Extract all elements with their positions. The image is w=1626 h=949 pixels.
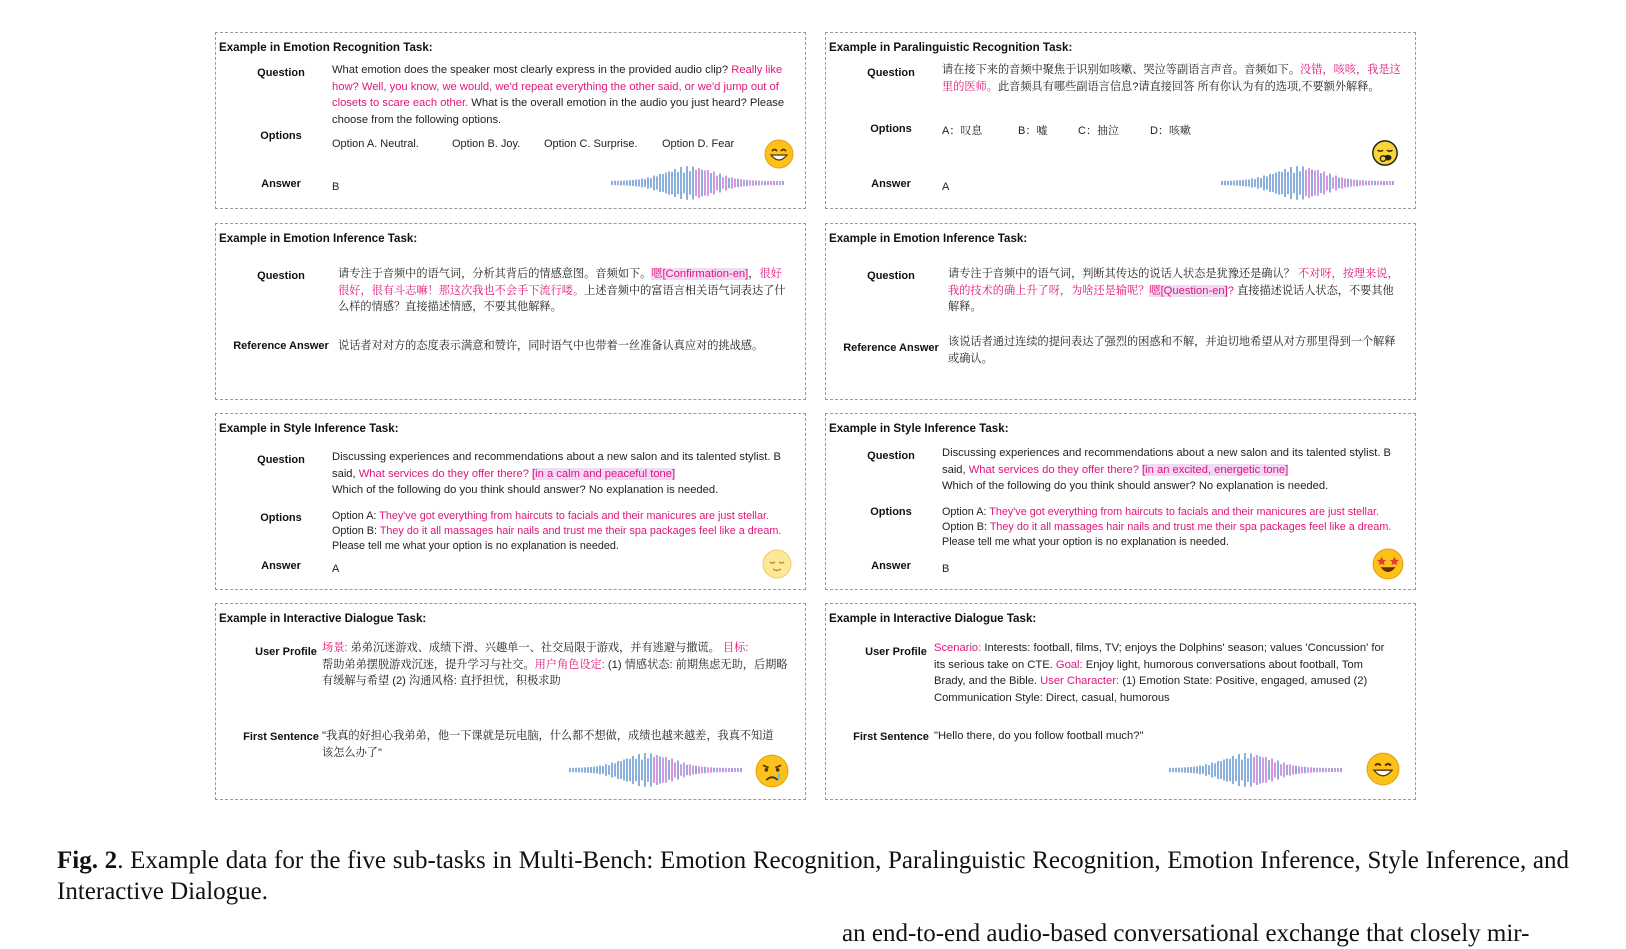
panel-title: Example in Interactive Dialogue Task: (829, 612, 1037, 625)
options-text: Option A: They've got everything from haircuts to facials and their manicures are just stellar. Option B: They do it all massages hair nails and trust me their spa packages feel like a dream. Please tell me what your option is no explanation is needed. (332, 510, 782, 552)
audio-waveform-icon (1220, 163, 1400, 203)
option-d: D：咳嗽 (1150, 125, 1191, 137)
question-text: 请在接下来的音频中聚焦于识别如咳嗽、哭泣等副语言声音。音频如下。没错，咳咳，我是这里的医师。此音频具有哪些副语言信息?请直接回答 所有你认为有的选项,不要额外解释。 (942, 64, 1401, 93)
question-text: 请专注于音频中的语气词，判断其传达的说话人状态是犹豫还是确认？ 不对呀，按理来说，我的技术的确上升了呀，为啥还是输呢？嗯[Question-en]? 直接描述说话人状态，不要其他解释。 (948, 268, 1399, 313)
answer-value: B (942, 563, 950, 575)
answer-label: Answer (261, 560, 301, 572)
panel-title: Example in Paralinguistic Recognition Task: (829, 41, 1073, 54)
options-label: Options (260, 130, 302, 142)
audio-waveform-icon (568, 750, 748, 790)
question-text: 请专注于音频中的语气词，分析其背后的情感意图。音频如下。嗯[Confirmation-en]，很好很好，很有斗志嘛！那这次我也不会手下流行喽。上述音频中的富语言相关语气词表达了什么样的情感？直接描述情感，不要其他解释。 (338, 268, 786, 313)
panel-interactive-dialogue-1 (215, 603, 806, 800)
reference-answer-label: Reference Answer (233, 340, 329, 352)
reference-answer-label: Reference Answer (843, 342, 939, 354)
answer-label: Answer (871, 178, 911, 190)
option-b: Option B. Joy. (452, 138, 521, 150)
question-label: Question (257, 454, 305, 466)
question-text: What emotion does the speaker most clearly express in the provided audio clip? Really like how? Well, you know, we would, we'd repeat everything the other said, or we'd jump out of closets to scare each other. What is the overall emotion in the audio you just heard? Please choose from the following options. (332, 64, 785, 126)
figure-number: Fig. 2 (57, 847, 118, 874)
options-label: Options (870, 123, 912, 135)
question-label: Question (867, 450, 915, 462)
question-text: Discussing experiences and recommendations about a new salon and its talented stylist. B said, What services do they offer there? [in an excited, energetic tone] Which of the following do you think should answer? No explanation is needed. (942, 447, 1391, 492)
panel-emotion-inference-2 (825, 223, 1416, 400)
option-d: Option D. Fear (662, 138, 735, 150)
panel-title: Example in Style Inference Task: (219, 422, 399, 435)
answer-label: Answer (871, 560, 911, 572)
answer-value: A (332, 563, 340, 575)
panel-paralinguistic-recognition (825, 32, 1416, 209)
panel-style-inference-1 (215, 413, 806, 590)
figure-caption (57, 845, 1569, 907)
answer-value: B (332, 181, 340, 193)
first-sentence-label: First Sentence (243, 731, 319, 743)
question-label: Question (867, 67, 915, 79)
user-profile-label: User Profile (255, 646, 317, 658)
user-profile-text: Scenario: Interests: football, films, TV; enjoys the Dolphins' season; values 'Concussion' for its serious take on CTE. Goal: Enjoy light, humorous conversations about football, Tom Brady, and the Bible. User Character: (1) Emotion State: Positive, engaged, amused (2) Communication Style: Direct, casual, humorous (934, 642, 1385, 704)
question-label: Question (867, 270, 915, 282)
panel-style-inference-2 (825, 413, 1416, 590)
option-c: C：抽泣 (1078, 125, 1119, 137)
answer-label: Answer (261, 178, 301, 190)
star-struck-face-icon (1372, 548, 1404, 580)
first-sentence-label: First Sentence (853, 731, 929, 743)
panel-title: Example in Style Inference Task: (829, 422, 1009, 435)
caption-text: . Example data for the five sub-tasks in Multi-Bench: Emotion Recognition, Paralinguistic Recognition, Emotion Inference, Style Inference, and Interactive Dialogue. (57, 847, 1570, 905)
options-label: Options (870, 506, 912, 518)
options-text: Option A: They've got everything from haircuts to facials and their manicures are just stellar. Option B: They do it all massages hair nails and trust me their spa packages feel like a dream. Please tell me what your option is no explanation is needed. (942, 506, 1392, 548)
user-profile-text: 场景: 弟弟沉迷游戏、成绩下滑、兴趣单一、社交局限于游戏，并有逃避与撒谎。 目标: 帮助弟弟摆脱游戏沉迷，提升学习与社交。用户角色设定: (1) 情感状态: 前期焦虑无助，后期略有缓解与希望 (2) 沟通风格: 直抒担忧，积极求助 (322, 642, 788, 687)
reference-answer-text: 说话者对对方的态度表示满意和赞许，同时语气中也带着一丝准备认真应对的挑战感。 (338, 340, 764, 352)
user-profile-label: User Profile (865, 646, 927, 658)
audio-waveform-icon (610, 163, 790, 203)
crying-face-icon (755, 754, 789, 788)
relieved-face-icon (762, 549, 792, 579)
answer-value: A (942, 181, 950, 193)
grinning-squinting-face-icon (1366, 752, 1400, 786)
panel-emotion-inference-1 (215, 223, 806, 400)
body-text-line: an end-to-end audio-based conversational exchange that closely mir- (842, 920, 1530, 947)
audio-waveform-icon (1168, 750, 1348, 790)
panel-interactive-dialogue-2 (825, 603, 1416, 800)
panel-title: Example in Interactive Dialogue Task: (219, 612, 427, 625)
reference-answer-text: 该说话者通过连续的提问表达了强烈的困惑和不解，并迫切地希望从对方那里得到一个解释或确认。 (948, 336, 1396, 365)
figure-2 (215, 32, 1417, 800)
question-label: Question (257, 67, 305, 79)
panel-title: Example in Emotion Inference Task: (829, 232, 1028, 245)
question-label: Question (257, 270, 305, 282)
option-a: A：叹息 (942, 125, 983, 137)
option-c: Option C. Surprise. (544, 138, 638, 150)
panel-emotion-recognition (215, 32, 806, 209)
panel-title: Example in Emotion Inference Task: (219, 232, 418, 245)
option-b: B：嘘 (1018, 125, 1048, 137)
panel-title: Example in Emotion Recognition Task: (219, 41, 433, 54)
option-a: Option A. Neutral. (332, 138, 419, 150)
first-sentence-text: "我真的好担心我弟弟，他一下课就是玩电脑，什么都不想做，成绩也越来越差，我真不知道该怎么办了" (322, 730, 774, 759)
question-text: Discussing experiences and recommendations about a new salon and its talented stylist. B said, What services do they offer there? [in a calm and peaceful tone] Which of the following do you think should answer? No explanation is needed. (332, 451, 781, 496)
options-label: Options (260, 512, 302, 524)
first-sentence-text: "Hello there, do you follow football much?" (934, 730, 1144, 742)
